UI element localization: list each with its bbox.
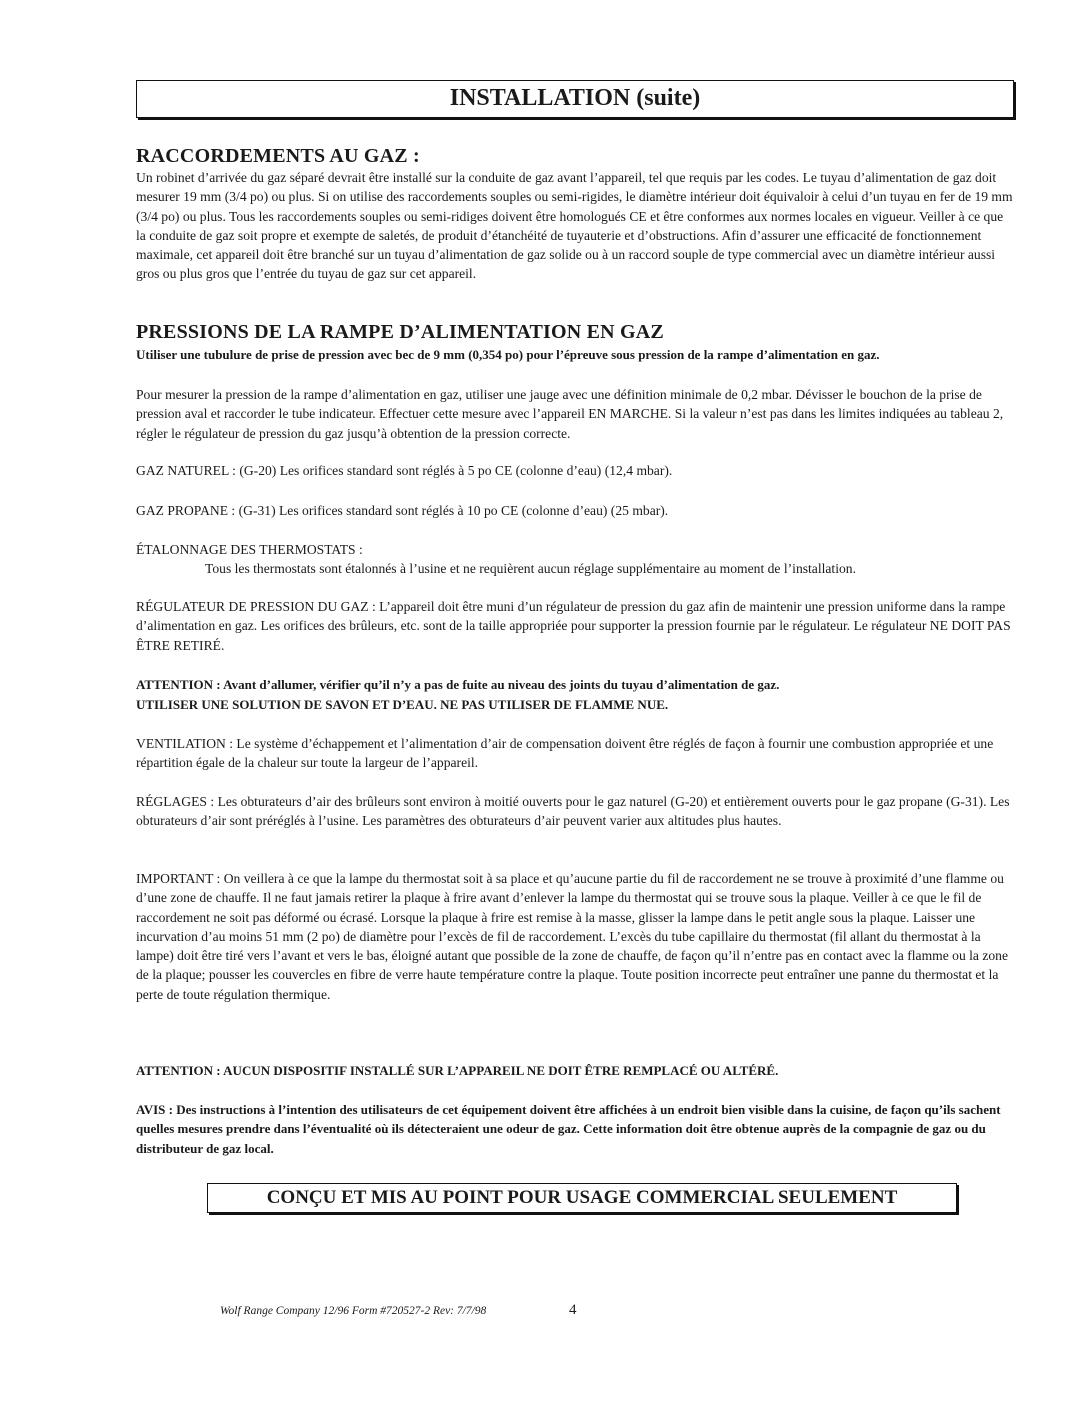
gaz-naturel-text: GAZ NATUREL : (G-20) Les orifices standard sont réglés à 5 po CE (colonne d’eau) (12,4 mbar).	[136, 463, 673, 478]
important-text: IMPORTANT : On veillera à ce que la lampe du thermostat soit à sa place et qu’aucune partie du fil de raccordement ne se trouve à proximité d’une flamme ou d’une zone de chauffe. Il ne faut jamais retirer la plaque à frire avant d’enlever la lampe du thermostat qui se trouve sous la plaque. Veiller à ce que le fil de raccordement ne soit pas déformé ou écrasé. Lorsque la plaque à frire est remise à la masse, glisser la lampe dans le petit angle sous la plaque. Laisser une incurvation d’au moins 51 mm (2 po) de diamètre pour l’excès de fil de raccordement. L’excès du tube capillaire du thermostat (fil allant du thermostat à la lampe) doit être tiré vers l’avant et vers le bas, éloigné autant que possible de la zone de chauffe, de façon qu’il n’entre pas en contact avec la flamme ou la zone de la plaque; pousser les couvercles en fibre de verre haute température contre la plaque. Toute position incorrecte peut entraîner une panne du thermostat et la perte de toute régulation thermique.	[136, 871, 1009, 1002]
etalonnage-body: Tous les thermostats sont étalonnés à l’usine et ne requièrent aucun réglage supplémentaire au moment de l’installation.	[205, 561, 856, 576]
pressions-body: Pour mesurer la pression de la rampe d’alimentation en gaz, utiliser une jauge avec une définition minimale de 0,2 mbar. Dévisser le bouchon de la prise de pression aval et raccorder le tube indicateur. Effectuer cette mesure avec l’appareil EN MARCHE. Si la valeur n’est pas dans les limites indiquées au tableau 2, régler le régulateur de pression du gaz jusqu’à obtention de la pression correcte.	[136, 387, 1004, 441]
regulateur-text: RÉGULATEUR DE PRESSION DU GAZ : L’appareil doit être muni d’un régulateur de pression du gaz afin de maintenir une pression uniforme dans la rampe d’alimentation en gaz. Les orifices des brûleurs, etc. sont de la taille appropriée pour supporter la pression fournie par le régulateur. Le régulateur NE DOIT PAS ÊTRE RETIRÉ.	[136, 599, 1011, 653]
pressions-bold-intro: Utiliser une tubulure de prise de pression avec bec de 9 mm (0,354 po) pour l’épreuve sous pression de la rampe d’alimentation en gaz.	[136, 347, 880, 362]
commercial-use-banner: CONÇU ET MIS AU POINT POUR USAGE COMMERCIAL SEULEMENT	[207, 1183, 957, 1213]
attention-dispositif: ATTENTION : AUCUN DISPOSITIF INSTALLÉ SUR L’APPAREIL NE DOIT ÊTRE REMPLACÉ OU ALTÉRÉ.	[136, 1063, 779, 1078]
etalonnage-label: ÉTALONNAGE DES THERMOSTATS :	[136, 542, 363, 557]
raccordements-body: Un robinet d’arrivée du gaz séparé devrait être installé sur la conduite de gaz avant l’appareil, tel que requis par les codes. Le tuyau d’alimentation de gaz doit mesurer 19 mm (3/4 po) ou plus. Si on utilise des raccordements souples ou semi-rigides, le diamètre intérieur doit équivaloir à celui d’un tuyau en fer de 19 mm (3/4 po) ou plus. Tous les raccordements souples ou semi-ridiges doivent être homologués CE et être conformes aux normes locales en vigueur. Veiller à ce que la conduite de gaz soit propre et exempte de saletés, de produit d’étanchéité de tuyauterie et d’obstructions. Afin d’assurer une efficacité de fonctionnement maximale, cet appareil doit être branché sur un tuyau d’alimentation de gaz solide ou à un raccord souple de type commercial avec un diamètre intérieur aussi gros ou plus gros que l’entrée du tuyau de gaz sur cet appareil.	[136, 170, 1013, 282]
gaz-propane-text: GAZ PROPANE : (G-31) Les orifices standard sont réglés à 10 po CE (colonne d’eau) (25 mbar).	[136, 503, 669, 518]
section-heading-pressions: PRESSIONS DE LA RAMPE D’ALIMENTATION EN GAZ	[136, 321, 664, 343]
ventilation-text: VENTILATION : Le système d’échappement et l’alimentation d’air de compensation doivent être réglés de façon à fournir une combustion appropriée et une répartition égale de la chaleur sur toute la largeur de l’appareil.	[136, 736, 994, 771]
section-heading-raccordements: RACCORDEMENTS AU GAZ :	[136, 145, 420, 167]
attention-line-2: UTILISER UNE SOLUTION DE SAVON ET D’EAU. NE PAS UTILISER DE FLAMME NUE.	[136, 697, 669, 712]
attention-line-1: ATTENTION : Avant d’allumer, vérifier qu’il n’y a pas de fuite au niveau des joints du tuyau d’alimentation de gaz.	[136, 677, 780, 692]
avis-text: AVIS : Des instructions à l’intention des utilisateurs de cet équipement doivent être affichées à un endroit bien visible dans la cuisine, de façon qu’ils sachent quelles mesures prendre dans l’éventualité où ils détecteraient une odeur de gaz. Cette information doit être obtenue auprès de la compagnie de gaz ou du distributeur de gaz local.	[136, 1102, 1001, 1156]
page-number: 4	[569, 1302, 577, 1318]
reglages-text: RÉGLAGES : Les obturateurs d’air des brûleurs sont environ à moitié ouverts pour le gaz naturel (G-20) et entièrement ouverts pour le gaz propane (G-31). Les obturateurs d’air sont préréglés à l’usine. Les paramètres des obturateurs d’air peuvent varier aux altitudes plus hautes.	[136, 794, 1010, 829]
page-title: INSTALLATION (suite)	[136, 80, 1014, 118]
form-reference: Wolf Range Company 12/96 Form #720527-2 Rev: 7/7/98	[220, 1305, 487, 1317]
